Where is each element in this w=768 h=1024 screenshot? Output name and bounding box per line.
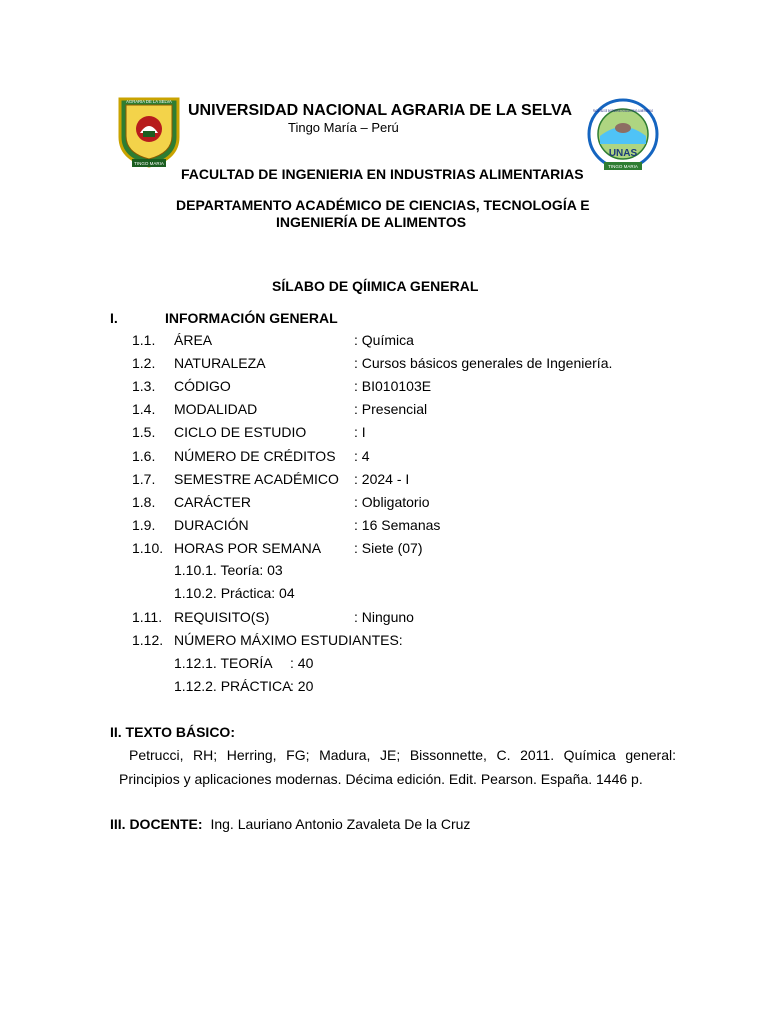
item-label: NÚMERO MÁXIMO ESTUDIANTES: xyxy=(174,632,403,648)
item-number: 1.9. xyxy=(132,517,156,533)
item-label: CARÁCTER xyxy=(174,494,252,510)
item-number: 1.12. xyxy=(132,632,164,648)
item-number: 1.10. xyxy=(132,540,164,556)
item-number: 1.1. xyxy=(132,332,156,348)
university-location: Tingo María – Perú xyxy=(288,120,399,135)
item-value: : Química xyxy=(354,332,414,348)
item-label: REQUISITO(S) xyxy=(174,609,270,625)
item-number: 1.8. xyxy=(132,494,156,510)
item-number: 1.7. xyxy=(132,471,156,487)
item-value: : BI010103E xyxy=(354,378,432,394)
reference-line-1: Petrucci, RH; Herring, FG; Madura, JE; Bissonnette, C. 2011. Química general: xyxy=(129,747,676,763)
item-number: 1.2. xyxy=(132,355,156,371)
item-value: : I xyxy=(354,424,366,440)
item-number: 1.11. xyxy=(132,609,163,625)
item-value: : 16 Semanas xyxy=(354,517,441,533)
item-value: : Ninguno xyxy=(354,609,414,625)
item-value: : Obligatorio xyxy=(354,494,430,510)
item-label: ÁREA xyxy=(174,332,213,348)
max-theory-label: 1.12.1. TEORÍA xyxy=(174,655,273,671)
item-number: 1.4. xyxy=(132,401,156,417)
max-practice-label: 1.12.2. PRÁCTICA xyxy=(174,678,292,694)
section-3-heading: III. DOCENTE: xyxy=(110,816,203,832)
section-2-heading: II. TEXTO BÁSICO: xyxy=(110,724,235,740)
university-name: UNIVERSIDAD NACIONAL AGRARIA DE LA SELVA xyxy=(188,102,573,119)
department-line-2: INGENIERÍA DE ALIMENTOS xyxy=(276,214,467,230)
left-logo-bottom-text: TINGO MARIA xyxy=(134,161,164,166)
item-number: 1.5. xyxy=(132,424,156,440)
item-label: DURACIÓN xyxy=(174,517,249,533)
max-practice-value: : 20 xyxy=(290,678,314,694)
item-label: SEMESTRE ACADÉMICO xyxy=(174,471,339,487)
faculty-logo xyxy=(586,98,660,174)
hours-practice: 1.10.2. Práctica: 04 xyxy=(174,585,295,601)
item-value: : 4 xyxy=(354,448,370,464)
item-value: : 2024 - I xyxy=(354,471,410,487)
item-label: CICLO DE ESTUDIO xyxy=(174,424,307,440)
hours-theory: 1.10.1. Teoría: 03 xyxy=(174,562,283,578)
department-line-1: DEPARTAMENTO ACADÉMICO DE CIENCIAS, TECNOLOGÍA E xyxy=(176,197,590,213)
item-label: MODALIDAD xyxy=(174,401,258,417)
reference-line-2: Principios y aplicaciones modernas. Décima edición. Edit. Pearson. España. 1446 p. xyxy=(119,771,643,787)
right-logo-bottom-text: TINGO MARIA xyxy=(608,164,638,169)
right-logo-top-text: FACULTAD DE INGENIERIA EN INDUSTRIAS ALIMENTARIAS xyxy=(593,108,654,113)
left-logo-top-text: AGRARIA DE LA SELVA xyxy=(126,99,172,104)
item-number: 1.3. xyxy=(132,378,156,394)
item-label: NÚMERO DE CRÉDITOS xyxy=(174,448,336,464)
university-logo xyxy=(116,93,182,169)
item-label: NATURALEZA xyxy=(174,355,266,371)
item-number: 1.6. xyxy=(132,448,156,464)
section-1-heading: INFORMACIÓN GENERAL xyxy=(165,310,338,326)
item-label: HORAS POR SEMANA xyxy=(174,540,322,556)
faculty-name: FACULTAD DE INGENIERIA EN INDUSTRIAS ALIMENTARIAS xyxy=(181,166,584,182)
max-theory-value: : 40 xyxy=(290,655,314,671)
item-value: : Presencial xyxy=(354,401,428,417)
item-label: CÓDIGO xyxy=(174,378,231,394)
right-logo-center-text: UNAS xyxy=(608,148,638,159)
item-value: : Cursos básicos generales de Ingeniería. xyxy=(354,355,613,371)
section-3 xyxy=(110,816,470,832)
item-value: : Siete (07) xyxy=(354,540,423,556)
document-title: SÍLABO DE QÍIMICA GENERAL xyxy=(272,278,479,294)
section-1-number: I. xyxy=(110,310,118,326)
teacher-name: Ing. Lauriano Antonio Zavaleta De la Cruz xyxy=(210,816,471,832)
